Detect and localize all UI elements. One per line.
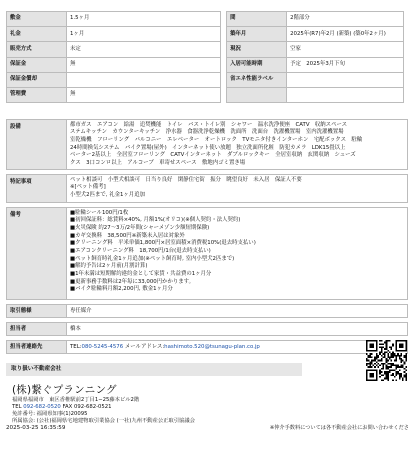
qr-code-icon xyxy=(366,340,407,381)
right-value: 2025年(R7)年2月 (新築) (築0年2ヶ月) xyxy=(287,27,404,42)
left-value: 無 xyxy=(67,87,221,102)
torihiki-value: 専任媒介 xyxy=(67,305,408,318)
biko-lines: ■駐輪シール100円/1枚 ■初回保証料：総賃料×40%, 月額1%(オリコ)(※個人契約・法人契約) ■火災保険 約27～3万/2年間(シャーメゾン少額短期保険) ■カギ交換料 38,500円※新築未入居は対象外 ■クリーニング料 平米単価1,800円×居室面積×消費税10%(退去時支払い) ■エアコンクリーニング料 18,700円/1台(退去時支払い) ■ペット飼育時礼金1ヶ月追加(※ペット飼育時, 室内小型犬2匹まで) ■解約予告は2ヶ月前(月割計算) ■1年未満は短期解約違約金として家賃・共益費の1ヶ月分 ■更新事務手数料は2年毎に33,000円かかります。 ■バイク駐輪料月額2,200円, 敷金1ヶ月分 xyxy=(70,209,256,293)
left-row xyxy=(7,57,221,72)
left-row xyxy=(7,27,221,42)
setsubi-label: 設備 xyxy=(7,120,67,170)
contact-mail-label: メールアドレス: xyxy=(124,343,165,350)
left-value: 無 xyxy=(67,57,221,72)
right-row xyxy=(227,57,404,72)
agent-license: 免許番号: 福岡県知事(1)20095 xyxy=(12,410,88,417)
right-label: 現況 xyxy=(227,42,287,57)
left-label: 保証金 xyxy=(7,57,67,72)
contact-label: 担当者連絡先 xyxy=(7,341,67,354)
summary-section xyxy=(6,11,404,103)
tantou-value: 橋本 xyxy=(67,323,408,336)
agent-fax: FAX 092-682-0521 xyxy=(62,403,112,410)
right-label: 間 xyxy=(227,12,287,27)
left-label: 保証金償却 xyxy=(7,72,67,87)
right-value: 2階部分 xyxy=(287,12,404,27)
setsubi-value xyxy=(67,120,408,170)
agent-association: 所属協会: (公社)福岡県宅地建物取引業協会 (一社)九州不動産公正取引協議会 xyxy=(12,417,195,424)
left-row xyxy=(7,12,221,27)
footer-note: ※仲介手数料については各不動産会社にお問い合わせくださ xyxy=(269,425,409,431)
agent-block xyxy=(6,384,409,425)
agent-name: (株)繋ぐプランニング xyxy=(12,384,117,397)
biko-value xyxy=(67,208,408,300)
agent-tel-link[interactable]: 092-682-0520 xyxy=(23,403,61,410)
tokki-value xyxy=(67,175,408,203)
left-value: 未定 xyxy=(67,42,221,57)
contact-row xyxy=(7,341,408,354)
agent-tel-label: TEL xyxy=(12,403,22,410)
left-value: 1ヶ月 xyxy=(67,27,221,42)
right-value: 予定 2025年3月下旬 xyxy=(287,57,404,72)
right-row xyxy=(227,87,404,102)
contact-mail-link[interactable]: hashimoto.520@tsunagu-plan.co.jp xyxy=(164,343,260,350)
contact-tel-link[interactable]: 080-5245-4576 xyxy=(81,343,124,350)
biko-row xyxy=(7,208,408,300)
tantou-row xyxy=(7,323,408,336)
left-value: 1.5ヶ月 xyxy=(67,12,221,27)
torihiki-row xyxy=(7,305,408,318)
left-row xyxy=(7,72,221,87)
tokki-row xyxy=(7,175,408,203)
tokki-label: 特記事項 xyxy=(7,175,67,203)
right-value xyxy=(287,72,404,87)
right-row xyxy=(227,12,404,27)
right-row xyxy=(227,72,404,87)
torihiki-label: 取引態様 xyxy=(7,305,67,318)
tokki-lines: ペット相談可 小型犬相談可 日当り良好 閑静住宅街 振分 眺望良好 未入居 保証人不要 ※[ペット備考] 小型犬2匹まで, 礼金1ヶ月追加 xyxy=(70,176,302,198)
right-value xyxy=(287,87,404,102)
left-label: 礼金 xyxy=(7,27,67,42)
tantou-label: 担当者 xyxy=(7,323,67,336)
agent-heading: 取り扱い不動産会社 xyxy=(6,363,302,376)
contact-value xyxy=(67,341,408,354)
right-label xyxy=(227,87,287,102)
detail-table xyxy=(6,119,408,354)
left-label: 敷金 xyxy=(7,12,67,27)
left-row xyxy=(7,42,221,57)
left-label: 管理費 xyxy=(7,87,67,102)
setsubi-row xyxy=(7,120,408,170)
biko-label: 備考 xyxy=(7,208,67,300)
right-row xyxy=(227,42,404,57)
right-label: 入居可能時期 xyxy=(227,57,287,72)
footer xyxy=(6,425,409,433)
right-row xyxy=(227,27,404,42)
left-label: 販売方式 xyxy=(7,42,67,57)
left-row xyxy=(7,87,221,102)
agent-phone-fax xyxy=(12,404,409,411)
right-label: 築年月 xyxy=(227,27,287,42)
right-label: 省エネ性能ラベル xyxy=(227,72,287,87)
summary-table-left xyxy=(6,11,221,103)
summary-table-right xyxy=(226,11,404,103)
right-value: 空家 xyxy=(287,42,404,57)
agent-address: 福岡県福岡市 東区香椎駅前2丁目1−25藤本ビル2階 xyxy=(12,396,140,403)
contact-tel-label: TEL: xyxy=(70,343,82,350)
setsubi-lines: 都市ガス エアコン 給湯 追焚機能 トイレ バス・トイレ別 シャワー 温水洗浄便座 CATV 収納スペース ステムキッチン カウンターキッチン 浄水器 食器洗浄乾燥機 洗面所 洗面台 洗濯機置場 室内洗濯機置場 室乾燥機 フローリング バルコニー エレベーター オートロック TVモニタ付きインターホン 宅配ボックス 駐輪 24時間換気システム バイク置場(屋外) インターネット使い放題 独立洗面所化粧 防犯カメラ LDK15畳以上 ベーター2基以上 全居室フローリング CATVインターネット ダブルロックキー 全居室収納 玄関収納 シューズ クス 3口コンロ以上 アルコーブ 車寄せスペース 敷地内ゴミ置き場 xyxy=(70,121,363,166)
footer-timestamp: 2025-03-25 16:35:59 xyxy=(6,425,66,431)
left-value xyxy=(67,72,221,87)
